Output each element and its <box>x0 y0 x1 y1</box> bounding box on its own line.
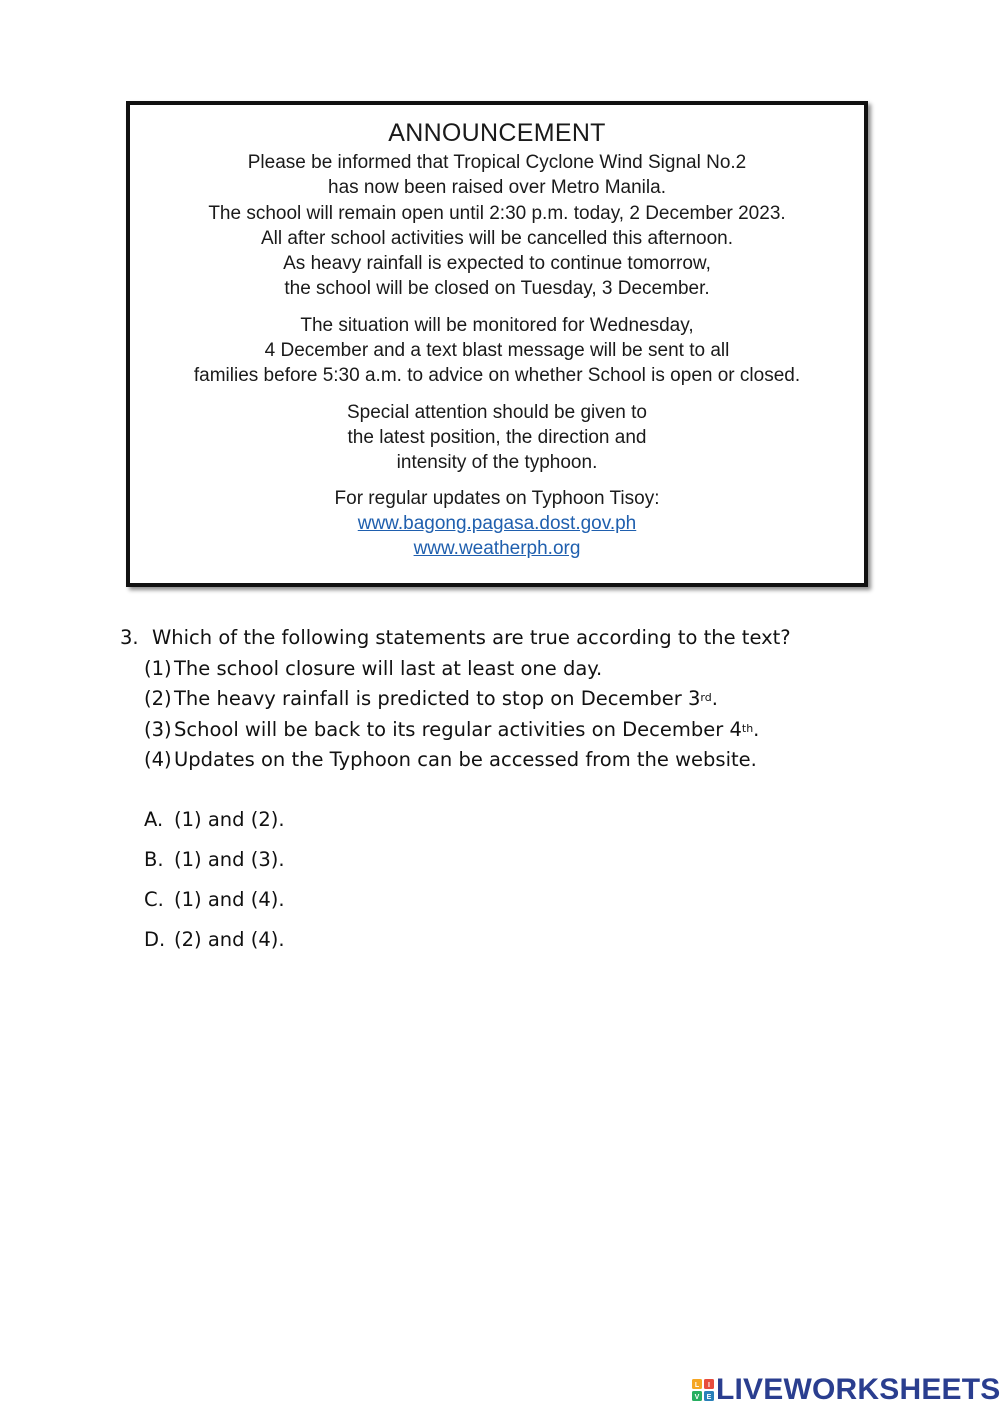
option-letter: D. <box>144 928 166 951</box>
option-text: (1) and (4). <box>174 888 285 911</box>
announcement-line: As heavy rainfall is expected to continue tomorrow, <box>283 253 711 275</box>
statement-text: The school closure will last at least one day. <box>174 656 603 680</box>
announcement-updates <box>130 486 864 562</box>
announcement-line: Special attention should be given to <box>347 401 647 423</box>
statement-item <box>144 684 791 715</box>
option-text: (1) and (3). <box>174 848 285 871</box>
announcement-paragraph-2 <box>130 313 864 389</box>
announcement-line: 4 December and a text blast message will be sent to all <box>264 340 730 362</box>
announcement-line: The school will remain open until 2:30 p.m. today, 2 December 2023. <box>208 202 786 224</box>
announcement-line: All after school activities will be cancelled this afternoon. <box>260 227 734 249</box>
announcement-line: Please be informed that Tropical Cyclone Wind Signal No.2 <box>247 152 747 173</box>
ordinal-suffix: rd <box>700 691 712 704</box>
liveworksheets-brand <box>692 1372 1000 1408</box>
question-number: 3. <box>120 626 139 649</box>
ordinal-suffix: th <box>741 721 754 735</box>
question-3 <box>120 623 791 776</box>
option-letter: A. <box>144 808 164 831</box>
statement-item <box>144 654 791 685</box>
svg-text:E: E <box>706 1394 712 1401</box>
answer-option-a[interactable] <box>144 804 285 844</box>
announcement-box <box>126 101 868 587</box>
statement-number: (3) <box>144 717 172 741</box>
svg-text:I: I <box>708 1382 710 1389</box>
updates-label: For regular updates on Typhoon Tisoy: <box>334 487 660 509</box>
answer-options <box>144 804 285 964</box>
statement-number: (2) <box>144 687 172 710</box>
statement-item <box>144 745 791 776</box>
question-stem: Which of the following statements are true according to the text? <box>152 626 791 649</box>
announcement-line: has now been raised over Metro Manila. <box>328 177 666 199</box>
statement-number: (4) <box>144 748 172 771</box>
statement-list <box>144 654 791 776</box>
statement-text: School will be back to its regular activities on December 4th. <box>174 717 760 741</box>
option-text: (2) and (4). <box>174 928 285 951</box>
statement-number: (1) <box>144 656 172 680</box>
announcement-title: ANNOUNCEMENT <box>388 119 606 147</box>
answer-option-b[interactable] <box>144 844 285 884</box>
announcement-paragraph-3 <box>130 400 864 476</box>
announcement-line: the school will be closed on Tuesday, 3 December. <box>284 278 710 300</box>
option-letter: C. <box>144 888 164 911</box>
announcement-line: families before 5:30 a.m. to advice on whether School is open or closed. <box>193 365 801 387</box>
announcement-line: The situation will be monitored for Wednesday, <box>300 314 694 336</box>
svg-text:V: V <box>694 1394 700 1401</box>
option-letter: B. <box>144 848 164 871</box>
weatherph-link[interactable]: www.weatherph.org <box>413 538 581 560</box>
announcement-paragraph-1 <box>130 150 864 302</box>
brand-name: LIVEWORKSHEETS <box>716 1373 1000 1406</box>
statement-text: Updates on the Typhoon can be accessed from the website. <box>174 748 757 771</box>
statement-item <box>144 715 791 746</box>
liveworksheets-logo-icon <box>692 1379 714 1401</box>
announcement-line: intensity of the typhoon. <box>396 452 598 474</box>
answer-option-d[interactable] <box>144 924 285 964</box>
answer-option-c[interactable] <box>144 884 285 924</box>
option-text: (1) and (2). <box>174 808 285 831</box>
pagasa-link[interactable]: www.bagong.pagasa.dost.gov.ph <box>357 512 637 534</box>
svg-text:L: L <box>694 1382 700 1389</box>
announcement-line: the latest position, the direction and <box>347 426 647 448</box>
statement-text: The heavy rainfall is predicted to stop on December 3rd. <box>174 687 718 710</box>
